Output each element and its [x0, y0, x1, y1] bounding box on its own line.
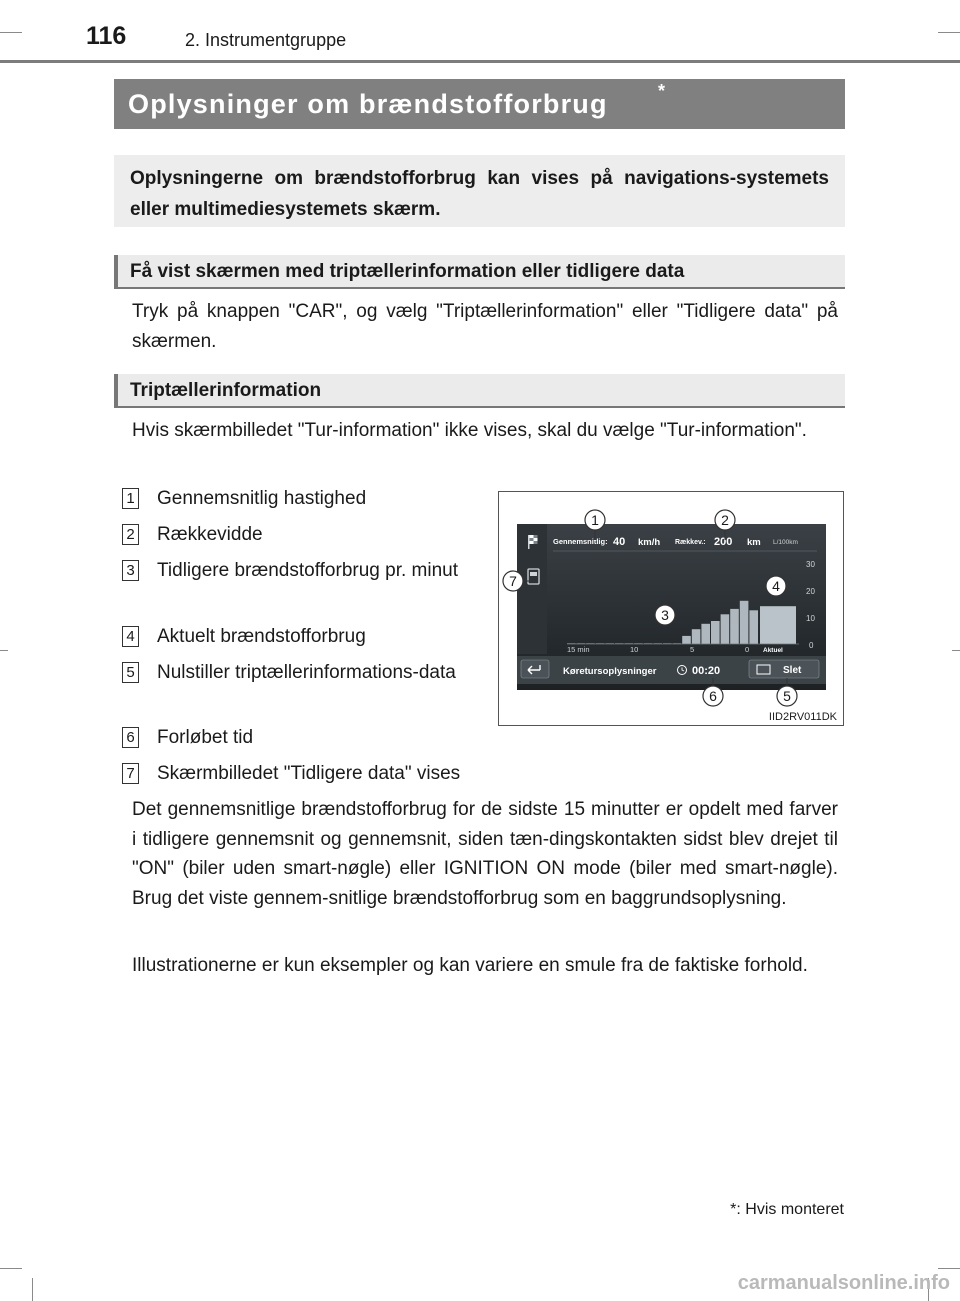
item-number: 5 — [122, 662, 139, 683]
header-rule — [0, 60, 960, 63]
range-label: Rækkev.: — [675, 539, 706, 546]
avg-speed-label: Gennemsnitlig: — [553, 537, 608, 546]
x-tick-label: 0 — [745, 645, 750, 654]
crop-mark — [938, 1268, 960, 1269]
x-tick-label: 10 — [630, 645, 639, 654]
item-number: 3 — [122, 560, 139, 581]
callout-number: 3 — [661, 607, 669, 623]
item-text: Tidligere brændstofforbrug pr. minut — [157, 560, 458, 581]
y-tick-label: 10 — [806, 614, 815, 623]
asterisk-icon: * — [730, 1201, 737, 1218]
item-number: 1 — [122, 488, 139, 509]
item-text: Skærmbilledet "Tidligere data" vises — [157, 763, 461, 784]
callout-number: 2 — [721, 512, 729, 528]
figure-code: IID2RV011DK — [768, 711, 837, 723]
y-tick-label: 0 — [809, 641, 814, 650]
y-tick-label: 30 — [806, 560, 815, 569]
avg-speed-value: 40 — [613, 536, 626, 548]
crop-mark — [0, 650, 8, 651]
item-text: Nulstiller triptællerinformations-data — [157, 662, 456, 683]
crop-mark — [938, 32, 960, 33]
paragraph-trip-info: Hvis skærmbilledet "Tur-information" ikke vises, skal du vælge "Tur-information". — [132, 420, 807, 441]
page-number: 116 — [86, 22, 127, 50]
callout-number: 4 — [772, 578, 780, 594]
crop-mark — [32, 1278, 33, 1301]
section-title: Oplysninger om brændstofforbrug — [128, 89, 608, 119]
current-label: Aktuel — [763, 647, 783, 654]
item-text: Gennemsnitlig hastighed — [157, 488, 367, 509]
callout-number: 7 — [509, 573, 517, 589]
elapsed-time: 00:20 — [692, 665, 721, 677]
bottom-title: Køretursoplysninger — [563, 666, 657, 677]
y-tick-label: 20 — [806, 587, 815, 596]
footnote-text: : Hvis monteret — [736, 1201, 844, 1218]
x-tick-label: 5 — [690, 645, 695, 654]
avg-speed-unit: km/h — [638, 537, 661, 548]
item-text: Aktuelt brændstofforbrug — [157, 626, 366, 647]
item-number: 2 — [122, 524, 139, 545]
watermark: carmanualsonline.info — [737, 1272, 950, 1294]
section-title-bar — [114, 79, 845, 129]
x-tick-label: 15 min — [567, 645, 590, 654]
item-number: 7 — [122, 763, 139, 784]
item-number: 6 — [122, 727, 139, 748]
paragraph-view-screen: Tryk på knappen "CAR", og vælg "Triptællerinformation" eller "Tidligere data" på skærmen. — [132, 301, 838, 352]
item-text: Rækkevidde — [157, 524, 263, 545]
crop-mark — [952, 650, 960, 651]
callout-number: 6 — [709, 688, 717, 704]
intro-box: Oplysningerne om brændstofforbrug kan vises på navigations-systemets eller multimediesystemets skærm. — [114, 155, 845, 227]
subheading-view-screen: Få vist skærmen med triptællerinformation eller tidligere data — [114, 255, 845, 289]
screen-illustration — [498, 491, 844, 726]
callout-number: 1 — [591, 512, 599, 528]
item-number: 4 — [122, 626, 139, 647]
paragraph-avg-consumption: Det gennemsnitlige brændstofforbrug for de sidste 15 minutter er opdelt med farver i tidligere gennemsnit og gennemsnit, siden tæn-dingskontakten sidst blev drejet til "ON" (biler uden smart-nøgle) eller IGNITION ON mode (biler med smart-nøgle). Brug det viste gennem-snitlige brændstofforbrug som en baggrundsoplysning. — [132, 799, 838, 909]
callout-number: 5 — [783, 688, 791, 704]
range-unit: km — [747, 537, 761, 548]
asterisk-icon: * — [658, 81, 666, 101]
range-value: 200 — [714, 536, 733, 548]
callout-layer — [499, 492, 845, 727]
crop-mark — [0, 1268, 22, 1269]
subheading-trip-info: Triptællerinformation — [114, 374, 845, 408]
item-text: Forløbet tid — [157, 727, 254, 748]
reset-label: Slet — [783, 665, 802, 676]
chapter-title: 2. Instrumentgruppe — [185, 30, 347, 50]
consumption-unit: L/100km — [773, 539, 798, 546]
paragraph-illustration-note: Illustrationerne er kun eksempler og kan variere en smule fra de faktiske forhold. — [132, 955, 808, 976]
footnote — [730, 1201, 844, 1219]
crop-mark — [0, 32, 22, 33]
